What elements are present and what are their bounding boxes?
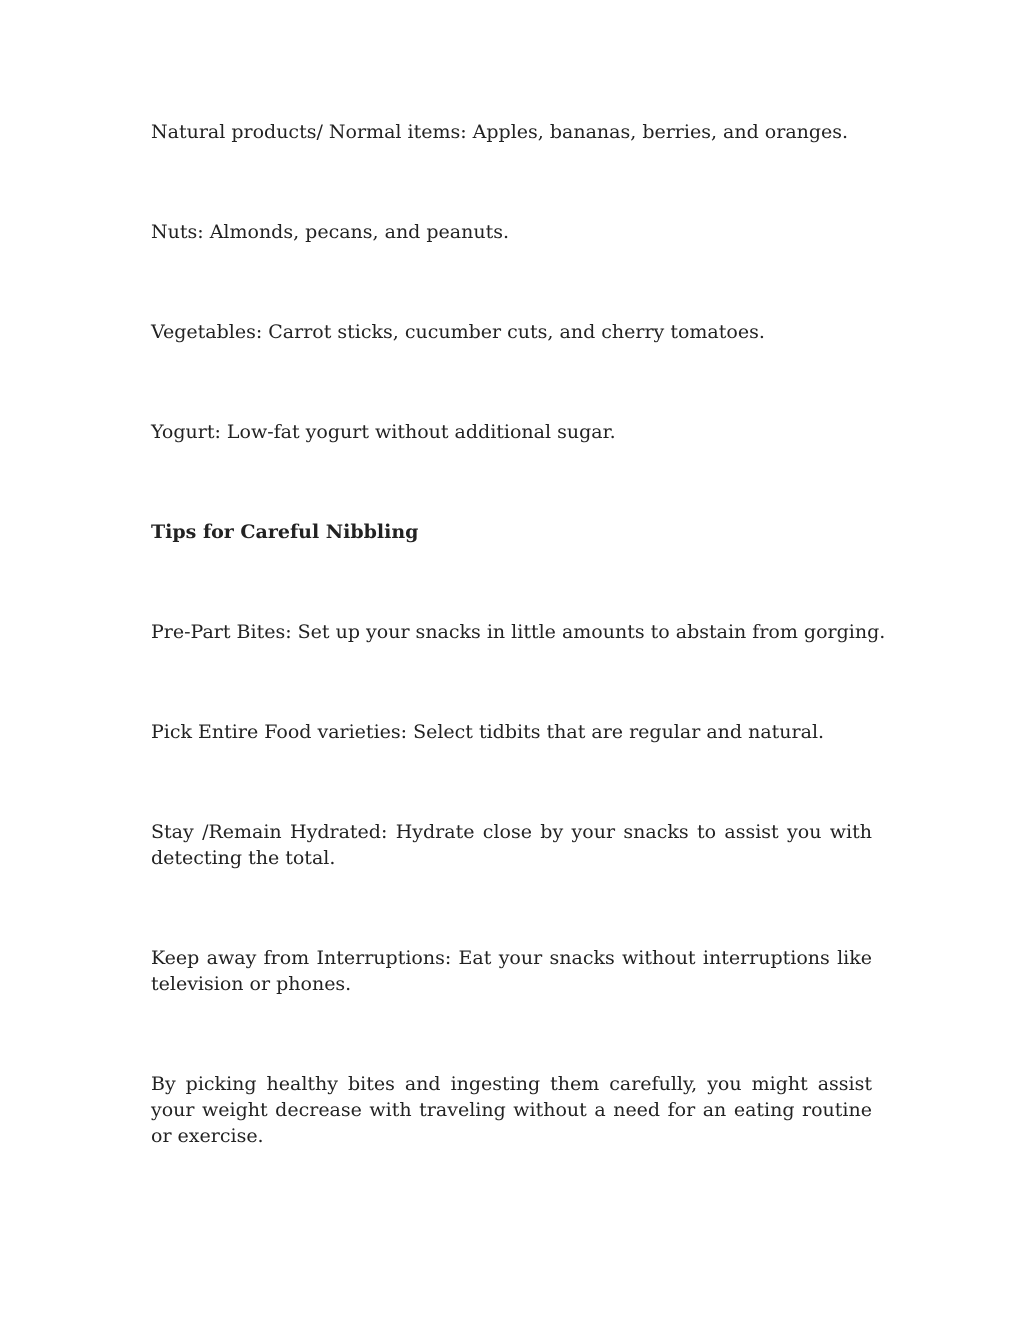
tip-avoid-interruptions: Keep away from Interruptions: Eat your snacks without interruptions like television or phones.: [151, 947, 872, 995]
tip-stay-hydrated: Stay /Remain Hydrated: Hydrate close by your snacks to assist you with detecting the total.: [151, 821, 872, 869]
paragraph-nuts: Nuts: Almonds, pecans, and peanuts.: [151, 221, 510, 243]
paragraph-yogurt: Yogurt: Low-fat yogurt without additional sugar.: [151, 421, 616, 443]
tip-pre-part-bites: Pre-Part Bites: Set up your snacks in little amounts to abstain from gorging.: [151, 621, 886, 643]
section-heading: Tips for Careful Nibbling: [151, 521, 419, 543]
conclusion-paragraph: By picking healthy bites and ingesting them carefully, you might assist your weight decrease with traveling without a need for an eating routine or exercise.: [151, 1073, 872, 1147]
paragraph-vegetables: Vegetables: Carrot sticks, cucumber cuts, and cherry tomatoes.: [151, 321, 765, 343]
paragraph-fruits: Natural products/ Normal items: Apples, bananas, berries, and oranges.: [151, 121, 849, 143]
tip-whole-foods: Pick Entire Food varieties: Select tidbits that are regular and natural.: [151, 721, 825, 743]
